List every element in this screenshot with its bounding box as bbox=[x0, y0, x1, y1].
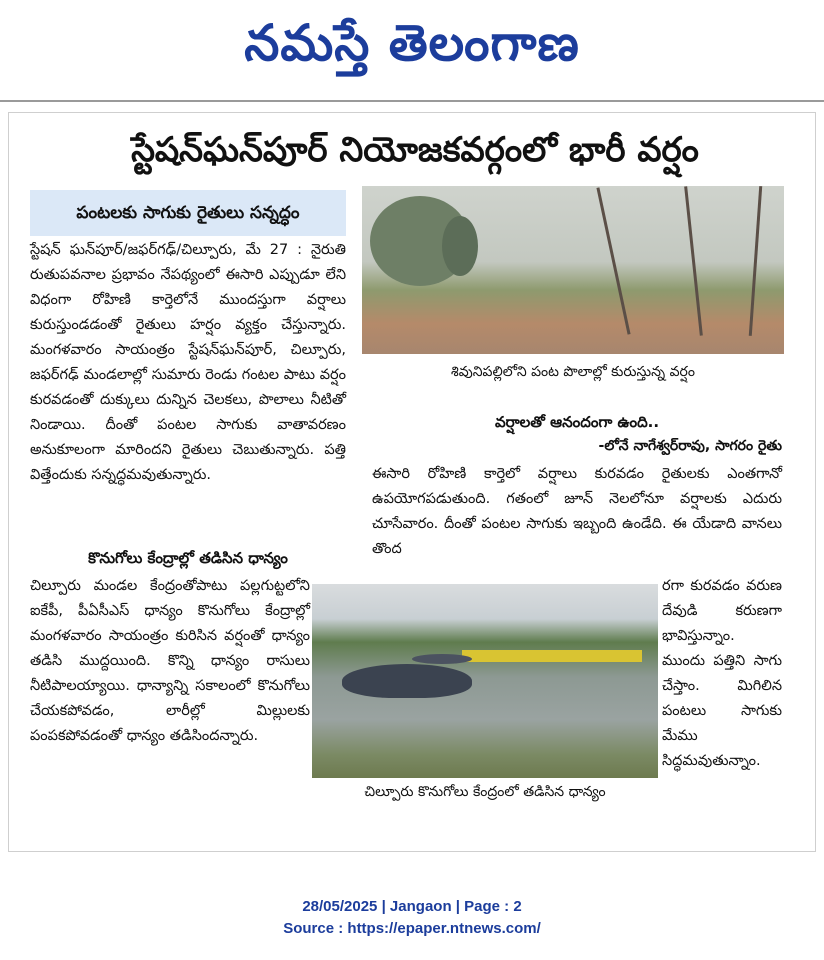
photo-caption-grain: చిల్పూరు కొనుగోలు కేంద్రంలో తడిసిన ధాన్యం bbox=[364, 784, 606, 800]
section-heading-grain: కొనుగోలు కేంద్రాల్లో తడిసిన ధాన్యం bbox=[88, 549, 288, 567]
footer-date-edition: 28/05/2025 | Jangaon | Page : 2 bbox=[302, 898, 522, 915]
photo-tarp bbox=[412, 654, 472, 664]
photo-pole bbox=[684, 186, 703, 335]
photo-tarp bbox=[342, 664, 472, 698]
photo-pole bbox=[749, 186, 762, 336]
farmer-byline: -లోనే నాగేశ్వర్‌రావు, సాగరం రైతు bbox=[598, 438, 782, 454]
footer-source-link[interactable]: Source : https://epaper.ntnews.com/ bbox=[283, 920, 541, 937]
photo-pole bbox=[596, 187, 630, 334]
photo-grain-heap bbox=[462, 650, 642, 662]
photo-rain-fields bbox=[362, 186, 784, 354]
page-footer bbox=[0, 896, 824, 940]
body-paragraph-1: స్టేషన్ ఘన్‌పూర్/జఫర్‌గఢ్/చిల్పూరు, మే 27 : నైరుతి రుతుపవనాల ప్రభావం నేపథ్యంలో ఈసారి ఎప్పుడూ లేని విధంగా రోహిణి కార్తెలోనే ముందస్తుగా వర్షాలు కురుస్తుండడంతో రైతులు హర్షం వ్యక్తం చేస్తున్నారు. మంగళవారం సాయంత్రం స్టేషన్‌ఘన్‌పూర్, చిల్పూరు, జఫర్‌గఢ్ మండలాల్లో సుమారు రెండు గంటల పాటు వర్షం కురవడంతో దుక్కులు దున్నిన చెలకలు, పొలాలు నీటితో నిండాయి. దీంతో పంటల సాగుకు వాతావరణం అనుకూలంగా మారిందని రైతులు చెబుతున్నారు. పత్తి విత్తేందుకు సన్నద్ధమవుతున్నారు. bbox=[30, 242, 346, 483]
article-subhead: పంటలకు సాగుకు రైతులు సన్నద్ధం bbox=[30, 190, 346, 236]
body-paragraph-2: చిల్పూరు మండల కేంద్రంతోపాటు పల్లగుట్టలోని ఐకేపీ, పీఏసీఎస్ ధాన్యం కొనుగోలు కేంద్రాల్లో మంగళవారం సాయంత్రం కురిసిన వర్షంతో ధాన్యం తడిసి ముద్దయింది. కొన్ని ధాన్యం రాసులు నీటిపాలయ్యాయి. ధాన్యాన్ని సకాలంలో కొనుగోలు చేయకపోవడం, లారీల్లో మిల్లులకు పంపకపోవడంతో ధాన్యం తడిసిందన్నారు. bbox=[30, 578, 310, 744]
body-paragraph-4: రగా కురవడం వరుణ దేవుడి కరుణగా భావిస్తున్నాం. ముందు పత్తిని సాగు చేస్తాం. మిగిలిన పంటలు సాగుకు మేము సిద్ధమవుతున్నాం. bbox=[662, 578, 782, 769]
photo-tree-small bbox=[442, 216, 478, 276]
article-headline: స్టేషన్‌ఘన్‌పూర్ నియోజకవర్గంలో భారీ వర్షం bbox=[131, 130, 699, 170]
photo-caption-fields: శివునిపల్లిలోని పంట పొలాల్లో కురుస్తున్న వర్షం bbox=[451, 364, 695, 380]
section-heading-farmer: వర్షాలతో ఆనందంగా ఉంది.. bbox=[494, 413, 660, 431]
photo-wet-grain bbox=[312, 584, 658, 778]
masthead-logo: నమస్తే తెలంగాణ bbox=[244, 13, 580, 72]
body-paragraph-3: ఈసారి రోహిణి కార్తెలో వర్షాలు కురవడం రైతులకు ఎంతగానో ఉపయోగపడుతుంది. గతంలో జూన్ నెలలోనూ వర్షాలకు ఎదురు చూసేవారం. దీంతో పంటల సాగుకు ఇబ్బంది ఉండేది. ఈ యేడాది వానలు తొంద bbox=[372, 466, 782, 557]
masthead-divider bbox=[0, 100, 824, 102]
